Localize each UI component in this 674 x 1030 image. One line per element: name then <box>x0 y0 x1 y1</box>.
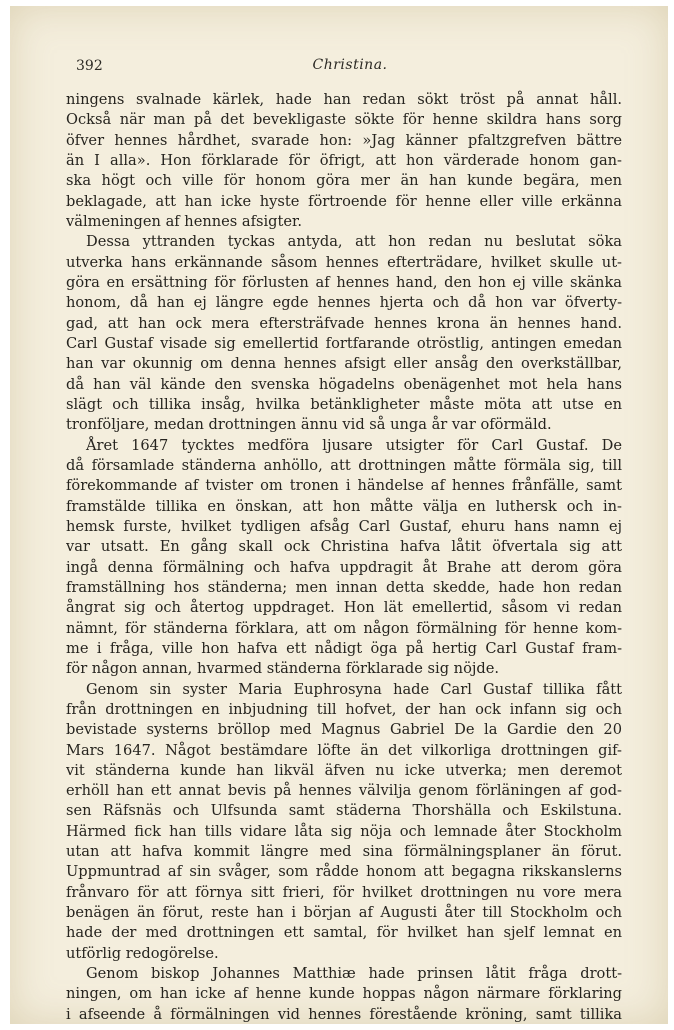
text-line: tronföljare, medan drottningen ännu vid så unga år var oförmäld. <box>66 416 552 434</box>
text-line: utverka hans erkännande såsom hennes efterträdare, hvilket skulle ut- <box>66 253 622 271</box>
text-line: Uppmuntrad af sin svåger, som rådde honom att begagna rikskanslerns <box>66 863 622 881</box>
text-line: var utsatt. En gång skall ock Christina hafva låtit öfvertala sig att <box>66 538 622 556</box>
text-line: öfver hennes hårdhet, svarade hon: »Jag känner pfaltzgrefven bättre <box>66 131 622 149</box>
text-line: än I alla». Hon förklarade för öfrigt, att hon värderade honom gan- <box>66 151 622 169</box>
text-line: för någon annan, hvarmed ständerna förklarade sig nöjde. <box>66 660 500 678</box>
text-line: ångrat sig och återtog uppdraget. Hon lät emellertid, såsom vi redan <box>66 599 622 617</box>
text-line: Dessa yttranden tyckas antyda, att hon redan nu beslutat söka <box>86 233 622 251</box>
text-line: då han väl kände den svenska högadelns obenägenhet mot hela hans <box>66 375 622 393</box>
text-line: hemsk furste, hvilket tydligen afsåg Carl Gustaf, ehuru hans namn ej <box>66 517 622 535</box>
text-line: förekommande af tvister om tronen i händelse af hennes frånfälle, samt <box>66 477 622 495</box>
text-line: honom, då han ej längre egde hennes hjerta och då hon var öfverty- <box>66 294 622 312</box>
text-line: från drottningen en inbjudning till hofvet, der han ock infann sig och <box>66 700 622 718</box>
text-line: benägen än förut, reste han i början af Augusti åter till Stockholm och <box>66 904 622 922</box>
text-line: erhöll han ett annat bevis på hennes välvilja genom förläningen af god- <box>66 782 622 800</box>
body-text <box>66 90 622 1025</box>
text-line: bevistade systerns bröllop med Magnus Gabriel De la Gardie den 20 <box>66 721 622 739</box>
text-line: Genom sin syster Maria Euphrosyna hade Carl Gustaf tillika fått <box>86 680 622 698</box>
text-line: göra en ersättning för förlusten af hennes hand, den hon ej ville skänka <box>66 273 622 291</box>
text-line: Mars 1647. Något bestämdare löfte än det vilkorliga drottningen gif- <box>66 741 622 759</box>
text-line: välmeningen af hennes afsigter. <box>66 212 303 230</box>
text-line: ningens svalnade kärlek, hade han redan sökt tröst på annat håll. <box>66 91 622 108</box>
text-line: utan att hafva kommit längre med sina förmälningsplaner än förut. <box>66 843 622 861</box>
text-line: sen Räfsnäs och Ulfsunda samt städerna Thorshälla och Eskilstuna. <box>66 802 622 820</box>
running-head: Christina. <box>312 57 388 73</box>
text-line: han var okunnig om denna hennes afsigt eller ansåg den overkställbar, <box>66 355 622 373</box>
text-line: Carl Gustaf visade sig emellertid fortfarande otröstlig, antingen emedan <box>66 334 622 352</box>
text-line: nämnt, för ständerna förklara, att om någon förmälning för henne kom- <box>66 619 622 637</box>
text-line: beklagade, att han icke hyste förtroende för henne eller ville erkänna <box>66 192 622 210</box>
text-line: frånvaro för att förnya sitt frieri, för hvilket drottningen nu vore mera <box>66 883 622 901</box>
text-line: ningen, om han icke af henne kunde hoppas någon närmare förklaring <box>66 985 622 1003</box>
text-line: hade der med drottningen ett samtal, för hvilket han sjelf lemnat en <box>66 924 622 942</box>
text-line: utförlig redogörelse. <box>66 944 219 962</box>
text-line: ska högt och ville för honom göra mer än han kunde begära, men <box>66 172 622 190</box>
text-line: me i fråga, ville hon hafva ett nådigt öga på hertig Carl Gustaf fram- <box>66 639 622 657</box>
page-header <box>76 56 624 80</box>
page-number: 392 <box>76 58 103 74</box>
text-line: Året 1647 tycktes medföra ljusare utsigter för Carl Gustaf. De <box>86 436 622 454</box>
text-line: framställning hos ständerna; men innan detta skedde, hade hon redan <box>66 578 622 596</box>
text-line: då församlade ständerna anhöllo, att drottningen måtte förmäla sig, till <box>66 456 622 474</box>
text-line: slägt och tillika insåg, hvilka betänkligheter måste möta att utse en <box>66 395 622 413</box>
text-line: Härmed fick han tills vidare låta sig nöja och lemnade åter Stockholm <box>66 822 622 840</box>
text-line: Genom biskop Johannes Matthiæ hade prinsen låtit fråga drott- <box>86 965 622 983</box>
text-line: Också när man på det bevekligaste sökte för henne skildra hans sorg <box>66 111 622 129</box>
text-line: vit ständerna kunde han likväl äfven nu icke utverka; men deremot <box>66 761 622 779</box>
text-line: ingå denna förmälning och hafva uppdragit åt Brahe att derom göra <box>66 558 622 576</box>
text-line: framstälde tillika en önskan, att hon måtte välja en luthersk och in- <box>66 497 622 515</box>
text-line: gad, att han ock mera eftersträfvade hennes krona än hennes hand. <box>66 314 622 332</box>
text-line: i afseende å förmälningen vid hennes förestående kröning, samt tillika <box>66 1005 622 1023</box>
